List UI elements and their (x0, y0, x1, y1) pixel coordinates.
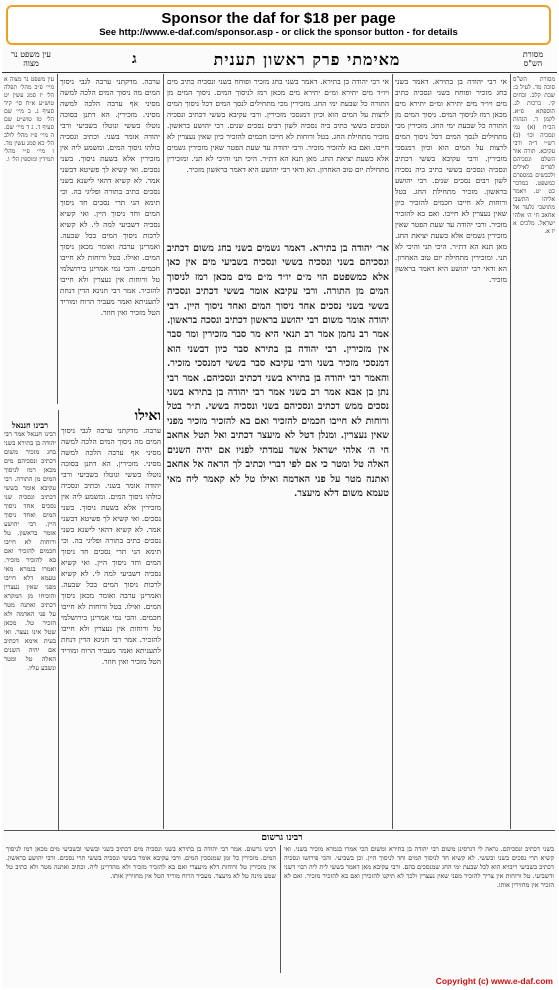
bottom-commentary-left (6, 845, 276, 973)
rashi-column (395, 76, 507, 826)
gemara-upper-commentary: אי רבי יהודה בן בתירא. דאמר בשני בחג מזכיר ופוחח בשני ונסכיה כתיב מים ויו״ד מים יתירא ומ״ם יתירא מים מכאן רמז לניסוך המים. ניסוך המים מן התורה כל שבעת ימי החג. מזכירין מכי מתחילים לנסך המים דכל ניסוך המים לרצות על המים הוא וכיון דמנסכי מזכירין. ורבי עקיבא בששי דכתיב ונסכיה ונסכים בששי כתיב ביה נסכיה לשון רבים נסכים שנים. רבי יהושע בראשון. מזכיר מתחילת החג. בטל ורוחות לא חייבו חכמים להזכיר כיון שאין נעצרין לא חייבו. ואם בא להזכיר מזכיר. ורבי יהודה עד שעת הפטר שאין מזכירין גשמים אלא כשעת יציאת החג. מאן תנא הא דת״ר. היכי תני והיכי לא תני. ומזכירין מתחילת יום טוב האחרון. הא ודאי רבי יהושע היא דאמר בראשון מזכיר. (167, 77, 389, 174)
tosafot-column (60, 76, 160, 406)
masoret-label: מסורת הש"ס (522, 50, 544, 68)
tosafot-dibur-hamatchil: ואילו (134, 408, 161, 424)
bottom-column-divider (280, 845, 281, 973)
tosafot-main-divider (163, 74, 164, 829)
sponsor-banner-subtitle[interactable]: See http://www.e-daf.com/sponsor.asp - or click the sponsor button - for details (99, 27, 458, 38)
tosafot-lower-column (61, 408, 161, 828)
rabbeinu-chananel-heading: רבינו חננאל (11, 420, 49, 430)
gemara-main-text: אר׳ יהודה בן בתירא. דאמר גשמים בשני בחג משום דכתיב ונסכיהם בשני ונסכיה בששי ונסכיה בשביעי מים אין כאן אלא כמשפטם הוי מ״ם יו״ד מ״ם מים מכאן רמז לניסוך המים מן התורה. ורבי עקיבא אומר בששי דכתיב ונסכיה בששי בשני נסכים אחד ניסוך המים ואחד ניסוך היין. רבי יהודה אומר משום רבי יהושע בראשון דכתיב ונסכה בראשון. אמר רב נחמן אמר רב תנאי היא מר סבר מזכירין ומר סבר אין מזכירין. רבי יהודה בן בתירא סבר כיון דבשני הוא דמנסכי מזכיר בשני ורבי עקיבא סבר בששי דמנסכי מזכיר. והאמר רבי יהודה בן בתירא בשני דכתיב ונסכיהם. אמר רבי נתן בן אבא אמר רב בשני אמר רבי יהודה בן בתירא בשני נסכים ממש דכתיב ונסכיהם בשני ונסכיה בששי. ת״ר בטל ורוחות לא חייבו חכמים להזכיר ואם בא להזכיר מזכיר מפני שאין נעצרין. ומנלן דטל לא מיעצר דכתיב ואל תטל אחאב חי ה׳ אלהי ישראל אשר עמדתי לפניו אם יהיה השנים האלה טל ומטר כי אם לפי דברי וכתיב לך הראה אל אחאב ואתנה מטר על פני האדמה ואילו טל לא קאמר ליה מאי טעמא משום דלא מיעצר. (167, 243, 389, 499)
bottom-divider (4, 830, 555, 831)
main-rashi-divider (392, 74, 393, 829)
lower-left-divider (58, 410, 59, 830)
left-margin-column (4, 76, 54, 406)
ein-mishpat-text: עין משפט נר מצוה א מיי׳ פ״ב מהל׳ תפלה הל׳ יז סמג עשין יט טוש״ע א״ח סי׳ קיד סעיף ג. ב מיי׳ שם הל׳ טז טוש״ע שם סעיף ד. ג ד מיי׳ שם. ה מיי׳ פ״ז מהל׳ לולב הל׳ כא סמג עשין מד. ו מיי׳ פ״י מהל׳ תמידין ומוספין הל׳ ו. (4, 76, 54, 163)
rabbeinu-chananel-column (4, 420, 56, 825)
rabbeinu-chananel-text: רבינו חננאל אמר רבי יהודה בן בתירא בשני בחג מזכיר משום דכתיב ונסכיהם מים מכאן רמז לניסוך המים מן התורה. רבי עקיבא אומר בששי דכתיב ונסכיה שני נסכים אחד ניסוך המים ואחד ניסוך היין. רבי יהושע אומר בראשון. טל ורוחות לא חייבו חכמים להזכיר ואם בא להזכיר מזכיר. ואמרו בגמרא מאי טעמא דלא חייבו מפני שאין נעצרין והוכיחו מן המקרא דכתיב ואתנה מטר על פני האדמה ולא הזכיר טל. מכאן שטל אינו נעצר. ואי בעית אימא דכתיב אם יהיה השנים האלה טל ומטר ונשבע עליו. (4, 430, 56, 672)
copyright-notice[interactable]: Copyright (c) www.e-daf.com (435, 976, 553, 986)
rashi-text: אי רבי יהודה בן בתירא. דאמר בשני בחג מזכיר ופוחח בשני ונסכיה כתיב מים ויו״ד מים יתירא ומ״ם יתירא מים מכאן רמז לניסוך המים. ניסוך המים מן התורה כל שבעת ימי החג. מזכירין מכי מתחילים לנסך המים דכל ניסוך המים לרצות על המים הוא וכיון דמנסכי מזכירין. ורבי עקיבא בששי דכתיב ונסכיה ונסכים בששי כתיב ביה נסכיה לשון רבים נסכים שנים. רבי יהושע בראשון. מזכיר מתחילת החג. בטל ורוחות לא חייבו חכמים להזכיר כיון שאין נעצרין לא חייבו. ואם בא להזכיר מזכיר. ורבי יהודה עד שעת הפטר שאין מזכירין גשמים אלא כשעת יציאת החג. מאן תנא הא דת״ר. היכי תני והיכי לא תני. ומזכירין מתחילת יום טוב האחרון. הא ודאי רבי יהושע היא דאמר בראשון מזכיר. (395, 77, 507, 284)
bottom-commentary-right-text: בשני דכתיב ונסכיהם. נראה לי דגרסינן משום רבי יהודה בן בתירא ומשום הכי אמרו בגמרא מזכיר בשני. ואי קשיא תרי נסכים בשני ובששי. לא קשיא חד לניסוך המים וחד לניסוך היין. וכן בשביעי. והכי פירושו ונסכיה דכתיב בשביעי ריבויא הוא לכל שבעת ימי החג שמנסכים בהם. ורבי עקיבא מאן דאמר בששי לית ליה רבוי דשני ודשביעי. טל ורוחות אין צריך להזכיר מפני שאין נעצרין ולכך לא תיקנו להזכירן ואם בא להזכיר מזכיר. ואם לא הזכיר אין מחזירין אותו. (284, 845, 554, 889)
sponsor-banner-title[interactable]: Sponsor the daf for $18 per page (161, 10, 396, 27)
bottom-commentary-right (284, 845, 554, 973)
ein-mishpat-label: עין משפט נר מצוה (11, 50, 51, 68)
sponsor-banner[interactable] (6, 5, 551, 45)
right-margin-column (513, 76, 555, 826)
right-margin-divider (510, 74, 511, 829)
left-margin-divider (57, 74, 58, 404)
page-title: מאימתי פרק ראשון תענית (213, 50, 401, 69)
masoret-hashas-text: מסורת הש"ס סוכה מד. לעיל ב: שבת קלב. זבחים קי. ברכות לג. תוספתא פ״א. לקמן ד. הגהות הב״ח (א) גמ׳ ונסכיה וכו׳ (ב) רש״י ד״ה ורבי עקיבא. תורה אור השלם ונסכיהם לפרים לאילים ולכבשים במספרם כמשפט. במדבר כט יט. ויאמר אליהו התשבי מתושבי גלעד אל אחאב חי ה׳ אלהי ישראל. מלכים א יז א. (513, 76, 555, 235)
rabbeinu-gershom-heading: רבינו גרשום (261, 833, 303, 843)
page-header (2, 48, 557, 73)
daf-number: ג (132, 51, 137, 67)
gemara-column (167, 76, 389, 826)
tosafot-text: ערבה. מדקתני ערבה לגבי ניסוך המים מה ניסוך המים הלכה למשה מסיני אף ערבה הלכה למשה מסיני. מזכירין. הא דתנן בסוכה נוטלו בששי ונוטלו בשביעי ורבי יהודה אומר בשני. וכתיב ונסכיה כולהו ניסוך המים. ומשמע ליה אין מזכירין אלא בשעת ניסוך. בשני נסכים. ואי קשיא לך פשיטא דבשני אמר. לא קשיא דהאי לישנא בשני נסכים כתיב בתורה ופליגי בה. וכי תימא הני תרי נסכים חד ניסוך המים וחד ניסוך היין. ואי קשיא נסכיה דשביעי למה לי. לא קשיא לרבות ניסוך המים בכל שבעה. ואמרינן ערבה ואומר מכאן ניסוך המים. ואילו. בטל ורוחות לא חייבו חכמים. והכי נמי אמרינן בירושלמי טל ורוחות אין נעצרין ולא חייבו להזכיר. אמר רבי חנינא הדין דנחת לתעניתא ואמר מעביר הרוח ומוריד הטל מזכיר ואין חוזר. (60, 77, 160, 317)
talmud-page (2, 48, 557, 988)
bottom-commentary-left-text: רבינו גרשום. אמר רבי יהודה בן בתירא בשני ונסכיה מים דכתיב בשני ובששי ובשביעי מים מכאן רמז לניסוך המים. מזכירין כל זמן שמנסכין המים. ורבי עקיבא אומר בששי ונסכיה בששי תרי נסכים. ורבי יהושע בראשון. אין מזכירין טל ורוחות דלא מיעצרי ואם בא להזכיר מזכיר ולא מהדרינן ליה. וכתיב ואתנה מטר ולא כתיב טל שמע מינה טל לא מיעצר. מעביר הרוח מוריד הטל אין מחזירין אותו. (6, 845, 276, 880)
tosafot-lower-text: ערבה. מדקתני ערבה לגבי ניסוך המים מה ניסוך המים הלכה למשה מסיני אף ערבה הלכה למשה מסיני. מזכירין. הא דתנן בסוכה נוטלו בששי ונוטלו בשביעי ורבי יהודה אומר בשני. וכתיב ונסכיה כולהו ניסוך המים. ומשמע ליה אין מזכירין אלא בשעת ניסוך. בשני נסכים. ואי קשיא לך פשיטא דבשני אמר. לא קשיא דהאי לישנא בשני נסכים כתיב בתורה ופליגי בה. וכי תימא הני תרי נסכים חד ניסוך המים וחד ניסוך היין. ואי קשיא נסכיה דשביעי למה לי. לא קשיא לרבות ניסוך המים בכל שבעה. ואמרינן ערבה ואומר מכאן ניסוך המים. ואילו. בטל ורוחות לא חייבו חכמים. והכי נמי אמרינן בירושלמי טל ורוחות אין נעצרין ולא חייבו להזכיר. אמר רבי חנינא הדין דנחת לתעניתא ואמר מעביר הרוח ומוריד הטל מזכיר ואין חוזר. (61, 426, 161, 666)
